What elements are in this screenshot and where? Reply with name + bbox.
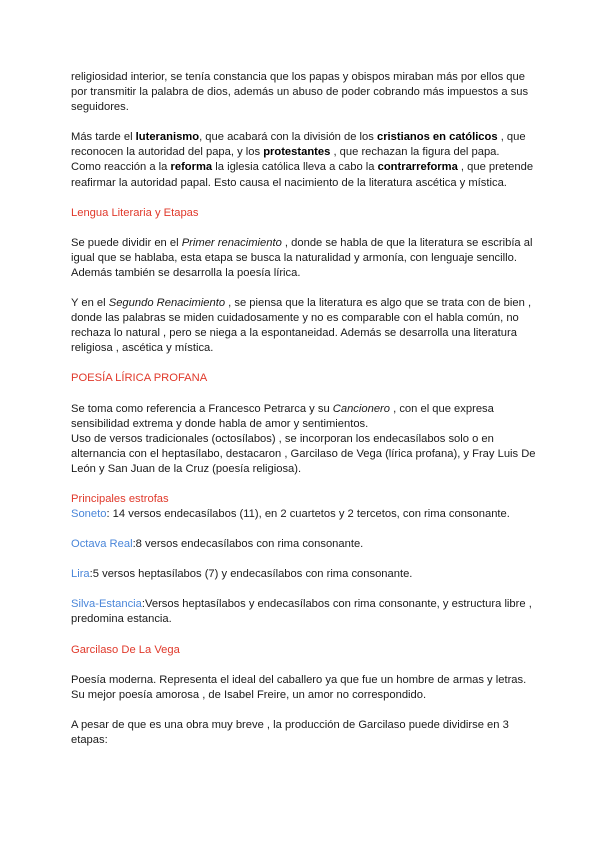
estrofa-item [71,537,541,552]
text-run: , que acabará con la división de los [199,131,377,144]
estrofa-term: Silva-Estancia [71,598,142,611]
text-run: , que rechazan la figura del papa. [330,146,500,159]
section4-paragraph-1: Poesía moderna. Representa el ideal del caballero ya que fue un hombre de armas y letras. Su mejor poesía amorosa , de Isabel Freire, un amor no correspondido. [71,673,527,701]
text-run: , con el que expresa sensibilidad extrema y donde habla de amor y sentimientos. [71,402,494,430]
estrofa-description: :5 versos heptasílabos (7) y endecasílabos con rima consonante. [89,568,413,581]
text-run: la iglesia católica lleva a cabo la [212,161,378,174]
section4-paragraph-2: A pesar de que es una obra muy breve , la producción de Garcilaso puede dividirse en 3 etapas: [71,718,509,746]
estrofa-item [71,597,541,627]
italic-term: Primer renacimiento [181,236,282,249]
text-run: Como reacción a la [71,161,171,174]
section-heading-garcilaso: Garcilaso De La Vega [71,643,180,656]
document-body [71,70,541,748]
text-run: Más tarde el [71,131,136,144]
estrofa-term: Octava Real [71,538,133,551]
section2-paragraph-2: Uso de versos tradicionales (octosílabos) , se incorporan los endecasílabos solo o en alternancia con el heptasílabo, destacaron , Garcilaso de Vega (lírica profana), y Fray Luis De León y San Juan de la Cruz (poesía religiosa). [71,432,536,475]
section2-paragraph-1 [71,402,541,432]
bold-term-luteranismo: luteranismo [135,131,200,144]
estrofa-item [71,567,541,582]
text-run: Se toma como referencia a Francesco Petrarca y su [71,402,333,415]
bold-term-contrarreforma: contrarreforma [377,161,458,174]
section1-paragraph-2 [71,296,541,356]
text-run: , que pretende reafirmar la autoridad papal. Esto causa el nacimiento de la literatura ascética y mística. [71,161,534,189]
intro-paragraph-1: religiosidad interior, se tenía constancia que los papas y obispos miraban más por ellos que por transmitir la palabra de dios, además un abuso de poder cobrando más impuestos a sus seguidores. [71,71,529,114]
italic-term: Cancionero [332,402,390,415]
section-heading-poesia-lirica: POESÍA LÍRICA PROFANA [71,372,208,385]
estrofa-term: Soneto [71,508,107,521]
estrofa-description: :8 versos endecasílabos con rima consonante. [132,538,364,551]
text-run: , que reconocen la autoridad del papa, y los [71,131,526,159]
bold-term-reforma: reforma [170,161,213,174]
bold-term-cristianos: cristianos en católicos [376,131,498,144]
estrofa-term: Lira [71,568,90,581]
estrofa-description: : 14 versos endecasílabos (11), en 2 cuartetos y 2 tercetos, con rima consonante. [106,508,510,521]
section-heading-lengua-literaria: Lengua Literaria y Etapas [71,206,199,219]
intro-paragraph-2 [71,130,541,190]
estrofa-item [71,507,541,522]
bold-term-protestantes: protestantes [263,146,331,159]
text-run: Y en el [71,297,109,310]
section-heading-estrofas: Principales estrofas [71,492,169,505]
text-run: Se puede dividir en el [71,236,182,249]
text-run: , se piensa que la literatura es algo que se trata con de bien , donde las palabras se miden cuidadosamente y no es comparable con el habla común, no rechaza lo natural , pero se niega a la espontaneidad. Además se desarrolla una literatura religiosa , ascética y mística. [71,297,532,355]
text-run: , donde se habla de que la literatura se escribía al igual que se hablaba, esta etapa se busca la naturalidad y armonía, con lenguaje sencillo. Además también se desarrolla la poesía lírica. [71,236,533,279]
estrofa-description: :Versos heptasílabos y endecasílabos con rima consonante, y estructura libre , predomina estancia. [71,598,532,626]
section1-paragraph-1 [71,236,541,281]
italic-term: Segundo Renacimiento [108,297,226,310]
